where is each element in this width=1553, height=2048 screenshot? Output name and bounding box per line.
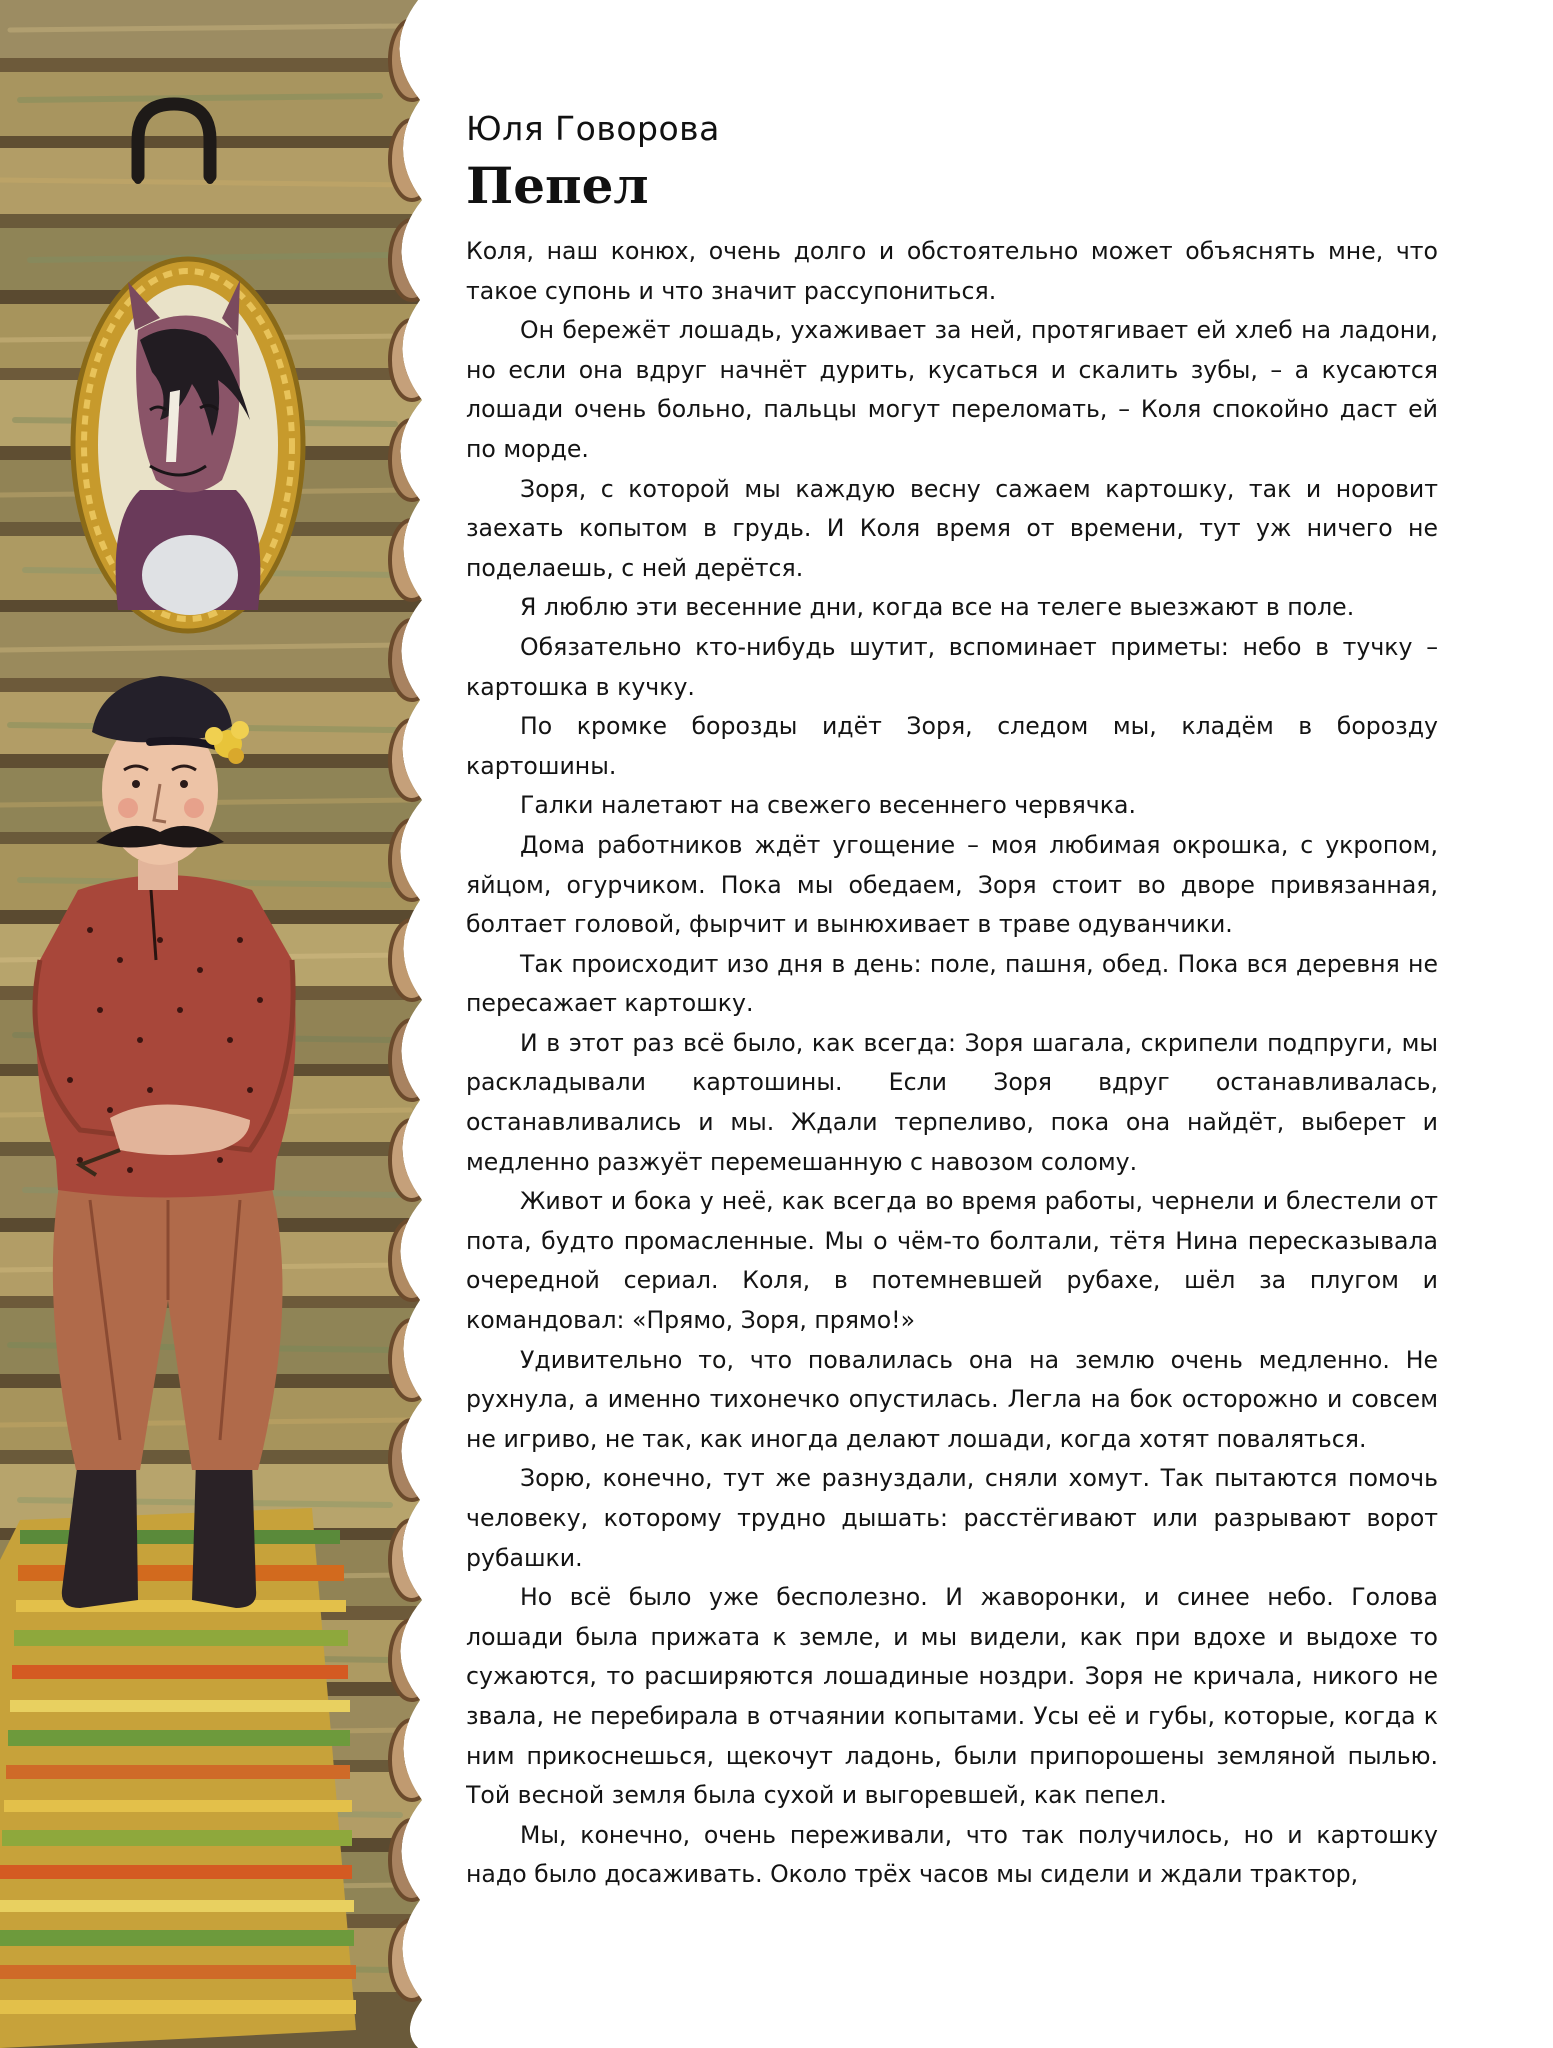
paragraph: Он бережёт лошадь, ухаживает за ней, протягивает ей хлеб на ладони, но если она вдруг начнёт дурить, кусаться и скалить зубы, – а кусаются лошади очень больно, пальцы могут переломать, – Коля спокойно даст ей по морде. xyxy=(466,316,1438,463)
paragraph: Дома работников ждёт угощение – моя любимая окрошка, с укропом, яйцом, огурчиком. Пока мы обедаем, Зоря стоит во дворе привязанная, болтает головой, фырчит и вынюхивает в траве одуванчики. xyxy=(466,830,1438,939)
paragraph: И в этот раз всё было, как всегда: Зоря шагала, скрипели подпруги, мы раскладывали картошины. Если Зоря вдруг останавливалась, останавливались и мы. Ждали терпеливо, пока она найдёт, выберет и медленно разжуёт перемешанную с навозом солому. xyxy=(466,1028,1438,1176)
paragraph: Галки налетают на свежего весеннего червячка. xyxy=(520,791,1136,820)
paragraph: Живот и бока у неё, как всегда во время работы, чернели и блестели от пота, будто промасленные. Мы о чём-то болтали, тётя Нина пересказывала очередной сериал. Коля, в потемневшей рубахе, шёл за плугом и командовал: «Прямо, Зоря, прямо!» xyxy=(466,1187,1438,1335)
author-name: Юля Говорова xyxy=(466,109,720,148)
striped-rug xyxy=(0,1508,356,2048)
paragraph: По кромке борозды идёт Зоря, следом мы, кладём в борозду картошины. xyxy=(466,712,1438,780)
paragraph: Я люблю эти весенние дни, когда все на телеге выезжают в поле. xyxy=(520,593,1355,622)
horse-portrait xyxy=(73,259,303,631)
paragraph: Мы, конечно, очень переживали, что так получилось, но и картошку надо было досаживать. Около трёх часов мы сидели и ждали трактор, xyxy=(466,1820,1438,1889)
story-title: Пепел xyxy=(466,156,649,215)
paragraph: Так происходит изо дня в день: поле, пашня, обед. Пока вся деревня не пересажает картошку. xyxy=(466,949,1438,1018)
article xyxy=(466,0,1438,2048)
paragraph: Зорю, конечно, тут же разнуздали, сняли хомут. Так пытаются помочь человеку, которому трудно дышать: расстёгивают или разрывают ворот рубашки. xyxy=(466,1464,1438,1572)
paragraph: Обязательно кто-нибудь шутит, вспоминает приметы: небо в тучку – картошка в кучку. xyxy=(466,632,1438,701)
story-body xyxy=(466,232,1438,2032)
paragraph: Зоря, с которой мы каждую весну сажаем картошку, так и норовит заехать копытом в грудь. И Коля время от времени, тут уж ничего не поделаешь, с ней дерётся. xyxy=(466,474,1438,582)
paragraph: Коля, наш конюх, очень долго и обстоятельно может объяснять мне, что такое супонь и что значит рассупониться. xyxy=(466,237,1438,305)
illustration-panel xyxy=(0,0,445,2048)
paragraph: Удивительно то, что повалилась она на землю очень медленно. Не рухнула, а именно тихонечко опустилась. Легла на бок осторожно и совсем не игриво, не так, как иногда делают лошади, когда хотят поваляться. xyxy=(466,1345,1438,1453)
paragraph: Но всё было уже бесполезно. И жаворонки, и синее небо. Голова лошади была прижата к земле, и мы видели, как при вдохе и выдохе то сужаются, то расширяются лошадиные ноздри. Зоря не кричала, никого не звала, не перебирала в отчаянии копытами. Усы её и губы, которые, когда к ним прикоснешься, щекочут ладонь, были припорошены земляной пылью. Той весной земля была сухой и выгоревшей, как пепел. xyxy=(466,1583,1438,1810)
